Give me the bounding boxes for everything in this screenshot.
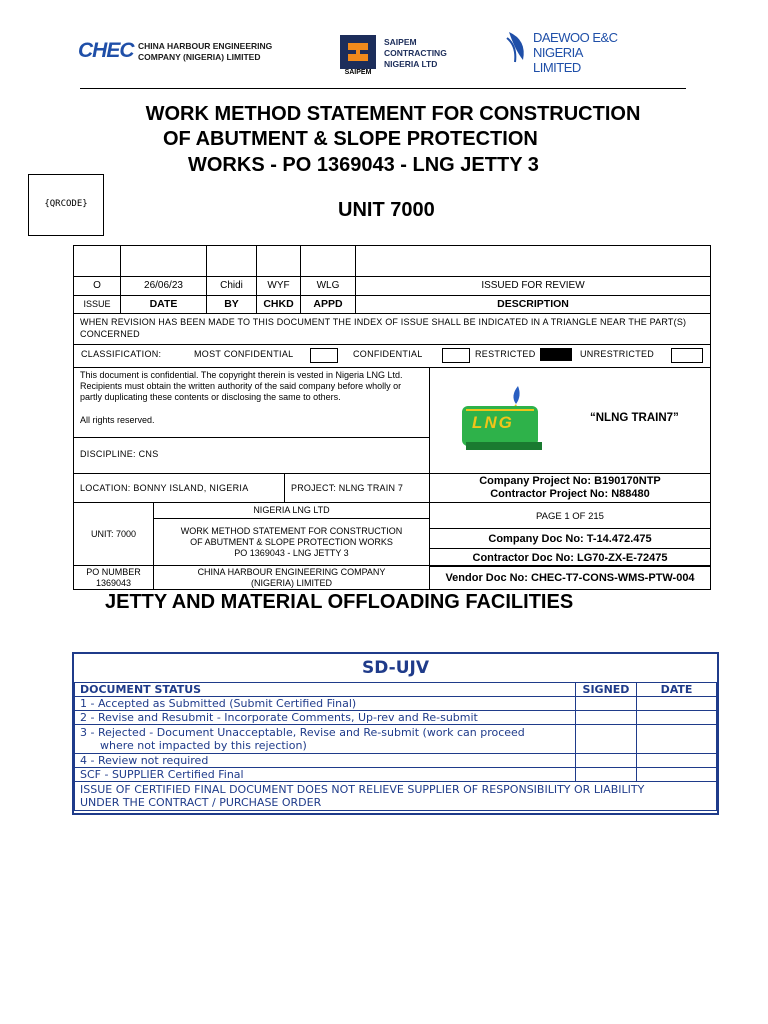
- project: PROJECT: NLNG TRAIN 7: [284, 473, 430, 503]
- status-option-4: 4 - Review not required: [75, 754, 576, 768]
- vendor-doc-no: Vendor Doc No: CHEC-T7-CONS-WMS-PTW-004: [429, 565, 711, 590]
- confidential-notice: This document is confidential. The copyright therein is vested in Nigeria LNG Ltd. Recipients must obtain the written authority of the said company before wholly or partly duplicating these contents or disclosing the same to others.: [80, 370, 403, 402]
- daewoo-logo: [505, 28, 625, 75]
- hdr-issue: ISSUE: [73, 295, 121, 314]
- saipem-text-3: NIGERIA LTD: [384, 59, 438, 69]
- lng-logo-cell: [429, 367, 711, 474]
- rev-empty-1: [73, 245, 121, 277]
- classification-most-confidential: MOST CONFIDENTIAL: [194, 349, 294, 359]
- status-footer-1: ISSUE OF CERTIFIED FINAL DOCUMENT DOES NOT RELIEVE SUPPLIER OF RESPONSIBILITY OR LIABILITY: [80, 783, 645, 796]
- project-numbers: [429, 473, 711, 503]
- wms-title-cell: [153, 518, 430, 566]
- saipem-text-2: CONTRACTING: [384, 48, 447, 58]
- date-cell-3[interactable]: [637, 725, 717, 754]
- chec-logo-mark: CHEC: [78, 39, 134, 62]
- hdr-appd: APPD: [300, 295, 356, 314]
- status-header-row: [75, 683, 717, 697]
- status-option-5: SCF - SUPPLIER Certified Final: [75, 768, 576, 782]
- po-number: 1369043: [95, 578, 132, 588]
- status-footer-row: [75, 782, 717, 811]
- confidential-notice-cell: [73, 367, 430, 438]
- date-header: DATE: [637, 683, 717, 697]
- signed-cell-1[interactable]: [576, 697, 637, 711]
- status-row-5: [75, 768, 717, 782]
- checkbox-unrestricted[interactable]: [671, 348, 703, 363]
- signed-cell-3[interactable]: [576, 725, 637, 754]
- checkbox-confidential[interactable]: [442, 348, 470, 363]
- hdr-by: BY: [206, 295, 257, 314]
- status-option-3-line-2: where not impacted by this rejection): [100, 739, 307, 752]
- signed-cell-2[interactable]: [576, 711, 637, 725]
- rev-chkd: WYF: [256, 276, 301, 296]
- hdr-description: DESCRIPTION: [355, 295, 711, 314]
- page-of: PAGE 1 OF 215: [429, 502, 711, 529]
- wms-title-2: OF ABUTMENT & SLOPE PROTECTION WORKS: [190, 537, 393, 547]
- facilities-heading: JETTY AND MATERIAL OFFLOADING FACILITIES: [105, 591, 574, 613]
- lng-logo-text: LNG: [472, 413, 514, 432]
- rev-issue: O: [73, 276, 121, 296]
- company-project-no: Company Project No: B190170NTP: [479, 475, 661, 487]
- saipem-mark-caption: SAIPEM: [344, 69, 372, 76]
- qrcode-label: {QRCODE}: [44, 199, 88, 209]
- status-header: DOCUMENT STATUS: [75, 683, 576, 697]
- nigeria-lng: NIGERIA LNG LTD: [153, 502, 430, 519]
- classification-label: CLASSIFICATION:: [81, 349, 162, 359]
- daewoo-text-2: NIGERIA LIMITED: [533, 45, 583, 75]
- signed-cell-5[interactable]: [576, 768, 637, 782]
- po-number-cell: [73, 565, 154, 590]
- daewoo-mark-icon: [505, 30, 529, 64]
- rev-empty-6: [355, 245, 711, 277]
- status-option-2: 2 - Revise and Resubmit - Incorporate Comments, Up-rev and Re-submit: [75, 711, 576, 725]
- signed-header: SIGNED: [576, 683, 637, 697]
- company-doc-no: Company Doc No: T-14.472.475: [429, 528, 711, 549]
- discipline: DISCIPLINE: CNS: [73, 437, 430, 474]
- date-cell-5[interactable]: [637, 768, 717, 782]
- rev-empty-3: [206, 245, 257, 277]
- classification-restricted: RESTRICTED: [475, 349, 536, 359]
- daewoo-text-1: DAEWOO E&C: [533, 30, 618, 45]
- qrcode-placeholder: [28, 174, 104, 236]
- status-table: [74, 682, 717, 811]
- title-unit: UNIT 7000: [338, 199, 435, 221]
- rev-empty-4: [256, 245, 301, 277]
- classification-row: [73, 344, 711, 368]
- classification-confidential: CONFIDENTIAL: [353, 349, 423, 359]
- date-cell-4[interactable]: [637, 754, 717, 768]
- status-row-2: [75, 711, 717, 725]
- revision-note: WHEN REVISION HAS BEEN MADE TO THIS DOCUMENT THE INDEX OF ISSUE SHALL BE INDICATED IN A TRIANGLE NEAR THE PART(S) CONCERNED: [73, 313, 711, 345]
- rights-reserved: All rights reserved.: [80, 415, 155, 425]
- status-footer: [75, 782, 717, 811]
- date-cell-2[interactable]: [637, 711, 717, 725]
- chec-logo-line-1: CHINA HARBOUR ENGINEERING: [138, 41, 273, 51]
- sd-ujv-title: SD-UJV: [361, 658, 429, 678]
- chec-logo: [78, 36, 288, 70]
- rev-empty-2: [120, 245, 207, 277]
- date-cell-1[interactable]: [637, 697, 717, 711]
- status-option-3-line-1: 3 - Rejected - Document Unacceptable, Revise and Re-submit (work can proceed: [80, 726, 525, 739]
- rev-appd: WLG: [300, 276, 356, 296]
- contractor-doc-no: Contractor Doc No: LG70-ZX-E-72475: [429, 548, 711, 567]
- unit-label: UNIT: 7000: [73, 502, 154, 566]
- checkbox-restricted-selected[interactable]: [540, 348, 572, 361]
- rev-empty-5: [300, 245, 356, 277]
- signed-cell-4[interactable]: [576, 754, 637, 768]
- saipem-logo: [338, 35, 468, 79]
- title-line-1: WORK METHOD STATEMENT FOR CONSTRUCTION: [145, 103, 641, 125]
- hdr-date: DATE: [120, 295, 207, 314]
- po-number-label: PO NUMBER: [86, 567, 141, 577]
- wms-title-3: PO 1369043 - LNG JETTY 3: [234, 548, 349, 558]
- title-line-2: OF ABUTMENT & SLOPE PROTECTION: [163, 128, 538, 150]
- rev-description: ISSUED FOR REVIEW: [355, 276, 711, 296]
- status-footer-2: UNDER THE CONTRACT / PURCHASE ORDER: [80, 796, 322, 809]
- hdr-chkd: CHKD: [256, 295, 301, 314]
- checkbox-most-confidential[interactable]: [310, 348, 338, 363]
- wms-title-1: WORK METHOD STATEMENT FOR CONSTRUCTION: [180, 526, 403, 536]
- status-row-4: [75, 754, 717, 768]
- rev-by: Chidi: [206, 276, 257, 296]
- location: LOCATION: BONNY ISLAND, NIGERIA: [73, 473, 285, 503]
- chec-company-1: CHINA HARBOUR ENGINEERING COMPANY: [197, 567, 386, 577]
- chec-logo-line-2: COMPANY (NIGERIA) LIMITED: [138, 52, 261, 62]
- sd-ujv-status-block: [72, 652, 719, 815]
- saipem-text-1: SAIPEM: [384, 37, 417, 47]
- saipem-mark-icon: [340, 35, 376, 69]
- status-row-3: [75, 725, 717, 754]
- classification-unrestricted: UNRESTRICTED: [580, 349, 655, 359]
- header-rule: [80, 88, 686, 89]
- contractor-project-no: Contractor Project No: N88480: [490, 488, 650, 500]
- chec-company-2: (NIGERIA) LIMITED: [250, 578, 332, 588]
- status-option-3: [75, 725, 576, 754]
- title-line-3: WORKS - PO 1369043 - LNG JETTY 3: [188, 154, 539, 176]
- chec-company-cell: [153, 565, 430, 590]
- rev-date: 26/06/23: [120, 276, 207, 296]
- nlng-train-label: “NLNG TRAIN7”: [590, 412, 679, 424]
- status-row-1: [75, 697, 717, 711]
- status-option-1: 1 - Accepted as Submitted (Submit Certified Final): [75, 697, 576, 711]
